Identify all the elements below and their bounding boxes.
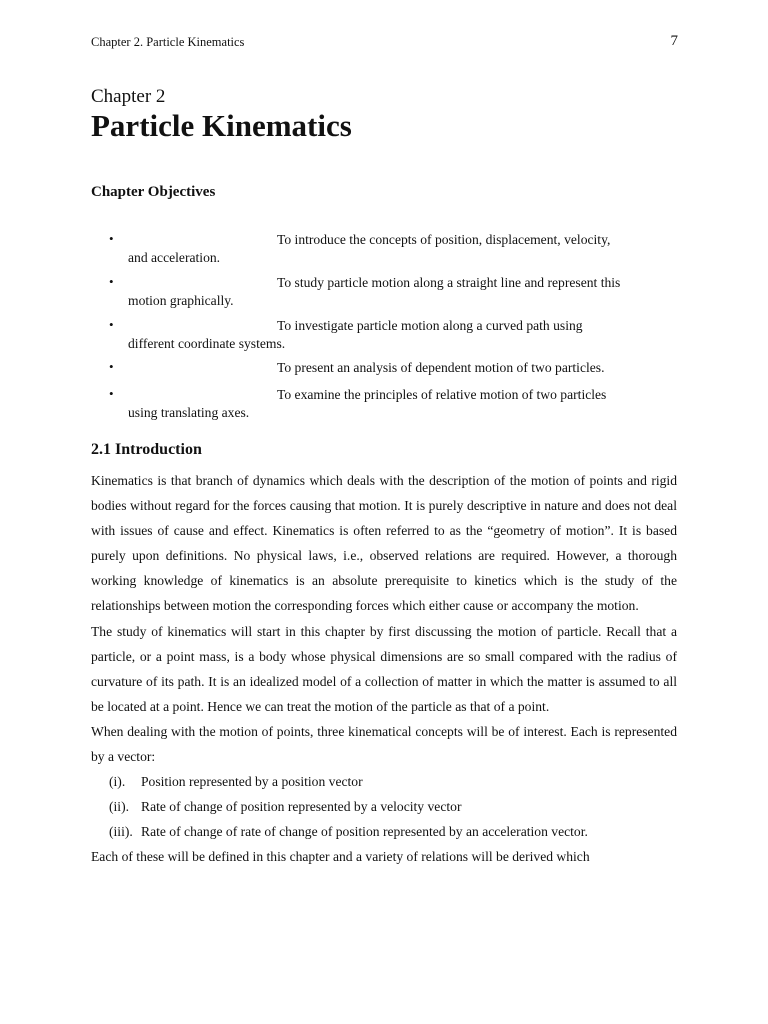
section-body xyxy=(91,468,677,870)
concept-item xyxy=(91,794,677,819)
concept-item xyxy=(91,769,677,794)
running-header: Chapter 2. Particle Kinematics xyxy=(91,35,245,49)
page-number: 7 xyxy=(670,33,678,49)
objective-text: To study particle motion along a straight line and represent this xyxy=(277,275,621,290)
objective-text-continued: and acceleration. xyxy=(128,250,221,265)
objectives-heading: Chapter Objectives xyxy=(91,184,216,200)
bullet-icon: • xyxy=(109,317,114,332)
objective-text-continued: using translating axes. xyxy=(128,405,250,420)
objective-text: To investigate particle motion along a curved path using xyxy=(277,318,583,333)
bullet-icon: • xyxy=(109,231,114,246)
concepts-list xyxy=(91,769,677,844)
concept-marker: (ii). xyxy=(109,799,130,815)
chapter-title: Particle Kinematics xyxy=(91,108,352,143)
chapter-label: Chapter 2 xyxy=(91,86,166,107)
concept-marker: (i). xyxy=(109,774,126,790)
objective-text: To present an analysis of dependent motion of two particles. xyxy=(277,360,605,375)
objective-text-continued: different coordinate systems. xyxy=(128,336,286,351)
bullet-icon: • xyxy=(109,359,114,374)
objective-text: To introduce the concepts of position, displacement, velocity, xyxy=(277,232,611,247)
section-heading: 2.1 Introduction xyxy=(91,441,202,458)
objective-text-continued: motion graphically. xyxy=(128,293,234,308)
concept-text: Position represented by a position vector xyxy=(141,774,363,790)
concept-marker: (iii). xyxy=(109,824,133,840)
paragraph: Each of these will be defined in this chapter and a variety of relations will be derived which xyxy=(91,849,590,865)
concept-text: Rate of change of rate of change of position represented by an acceleration vector. xyxy=(141,824,588,840)
bullet-icon: • xyxy=(109,274,114,289)
paragraph: When dealing with the motion of points, three kinematical concepts will be of interest. Each is represented by a vector: xyxy=(91,723,677,765)
concept-item xyxy=(91,819,677,844)
objective-text: To examine the principles of relative motion of two particles xyxy=(277,387,607,402)
concept-text: Rate of change of position represented by a velocity vector xyxy=(141,799,462,815)
paragraph: The study of kinematics will start in this chapter by first discussing the motion of particle. Recall that a particle, or a point mass, is a body whose physical dimensions are so small compared with the radius of curvature of its path. It is an idealized model of a collection of matter in which the matter is assumed to all be located at a point. Hence we can treat the motion of the particle as that of a point. xyxy=(91,623,677,714)
paragraph: Kinematics is that branch of dynamics which deals with the description of the motion of points and rigid bodies without regard for the forces causing that motion. It is purely descriptive in nature and does not deal with issues of cause and effect. Kinematics is often referred to as the “geometry of motion”. It is based purely upon definitions. No physical laws, i.e., observed relations are required. However, a thorough working knowledge of kinematics is an absolute prerequisite to kinetics which is the study of the relationships between motion the corresponding forces which either cause or accompany the motion. xyxy=(91,473,677,614)
bullet-icon: • xyxy=(109,386,114,401)
